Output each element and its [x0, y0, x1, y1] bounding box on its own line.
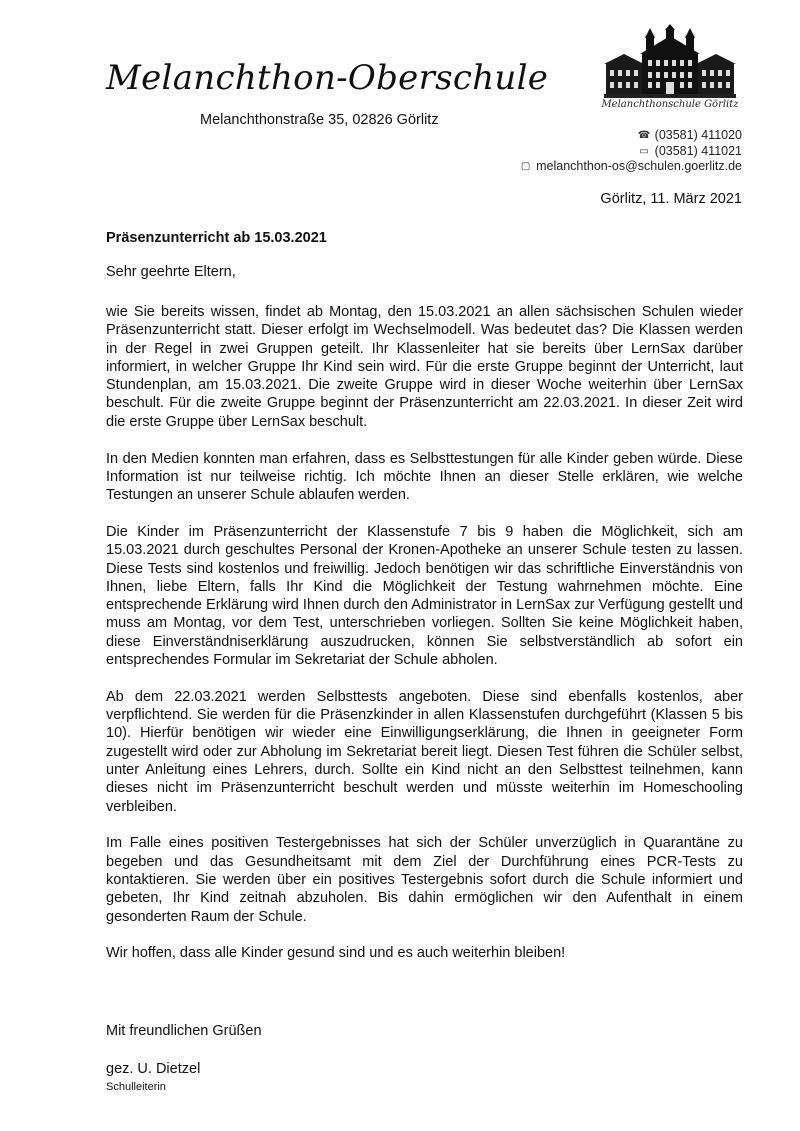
signatory-role: Schulleiterin: [106, 1081, 166, 1093]
fax-number: (03581) 411021: [654, 143, 742, 158]
letter-subject: Präsenzunterricht ab 15.03.2021: [106, 230, 327, 246]
letter-date: Görlitz, 11. März 2021: [600, 191, 742, 207]
signature: gez. U. Dietzel: [106, 1061, 201, 1077]
closing: Mit freundlichen Grüßen: [106, 1023, 262, 1039]
email-address: melanchthon-os@schulen.goerlitz.de: [536, 159, 742, 173]
letter-body: [106, 303, 743, 981]
salutation: Sehr geehrte Eltern,: [106, 264, 236, 280]
email-row: [519, 159, 742, 175]
fax-icon: ▭: [639, 145, 649, 157]
school-address: Melanchthonstraße 35, 02826 Görlitz: [200, 112, 439, 128]
logo-caption: Melanchthonschule Görlitz: [601, 99, 739, 110]
contact-block: [519, 128, 742, 175]
paragraph: wie Sie bereits wissen, findet ab Montag, den 15.03.2021 an allen sächsischen Schulen wieder Präsenzunterricht statt. Dieser erfolgt im Wechselmodell. Was bedeutet das? Die Klassen werden in der Regel in zwei Gruppen geteilt. Ihr Klassenleiter hat sie bereits über LernSax darüber informiert, in welcher Gruppe Ihr Kind sein wird. Für die erste Gruppe beginnt der Unterricht, laut Stundenplan, am 15.03.2021. Die zweite Gruppe wird in dieser Woche weiterhin über LernSax beschult. Für die zweite Gruppe beginnt der Präsenzunterricht am 22.03.2021. In dieser Zeit wird die erste Gruppe über LernSax beschult.: [106, 304, 743, 430]
phone-icon: ☎: [637, 130, 651, 141]
paragraph: Die Kinder im Präsenzunterricht der Klassenstufe 7 bis 9 haben die Möglichkeit, sich am 15.03.2021 durch geschultes Personal der Kronen-Apotheke an unserer Schule testen zu lassen. Diese Tests sind kostenlos und freiwillig. Jedoch benötigen wir das schriftliche Einverständnis von Ihnen, liebe Eltern, falls Ihr Kind die Möglichkeit der Testung wahrnehmen möchte. Eine entsprechende Erklärung wird Ihnen durch den Administrator in LernSax zur Verfügung gestellt und muss am Montag, vor dem Test, unterschrieben vorliegen. Sollten Sie keine Möglichkeit haben, diese Einverständniserklärung auszudrucken, können Sie selbstverständlich ab sofort ein entsprechendes Formular im Sekretariat der Schule abholen.: [106, 523, 743, 669]
phone-number: (03581) 411020: [654, 128, 742, 142]
phone-row: [519, 128, 742, 144]
computer-icon: ▢: [520, 161, 531, 172]
paragraph: Wir hoffen, dass alle Kinder gesund sind und es auch weiterhin bleiben!: [106, 945, 566, 962]
paragraph: In den Medien konnten man erfahren, dass es Selbsttestungen für alle Kinder geben würde. Diese Information ist nur teilweise richtig. Ich möchte Ihnen an dieser Stelle erklären, wie welche Testungen an unserer Schule ablaufen werden.: [106, 450, 743, 504]
paragraph: Ab dem 22.03.2021 werden Selbsttests angeboten. Diese sind ebenfalls kostenlos, aber verpflichtend. Sie werden für die Präsenzkinder in allen Klassenstufen durchgeführt (Klassen 5 bis 10). Hierfür benötigen wir wieder eine Einwilligungserklärung, die Ihnen in geeigneter Form zugestellt wird oder zur Abholung im Sekretariat bereit liegt. Diesen Test führen die Schüler selbst, unter Anleitung eines Lehrers, durch. Sollte ein Kind nicht an den Selbsttest teilnehmen, kann dieses nicht im Präsenzunterricht beschult werden und müsste weiterhin im Homeschooling verbleiben.: [106, 688, 743, 815]
paragraph: Im Falle eines positiven Testergebnisses hat sich der Schüler unverzüglich in Quarantäne zu begeben und das Gesundheitsamt mit dem Ziel der Durchführung eines PCR-Tests zu kontaktieren. Sie werden über ein positives Testergebnis sofort durch die Schule informiert und gebeten, Ihr Kind zeitnah abzuholen. Bis dahin ermöglichen wir den Aufenthalt in einem gesonderten Raum der Schule.: [106, 835, 743, 925]
school-name: Melanchthon-Oberschule: [106, 58, 549, 98]
fax-row: [519, 144, 742, 160]
